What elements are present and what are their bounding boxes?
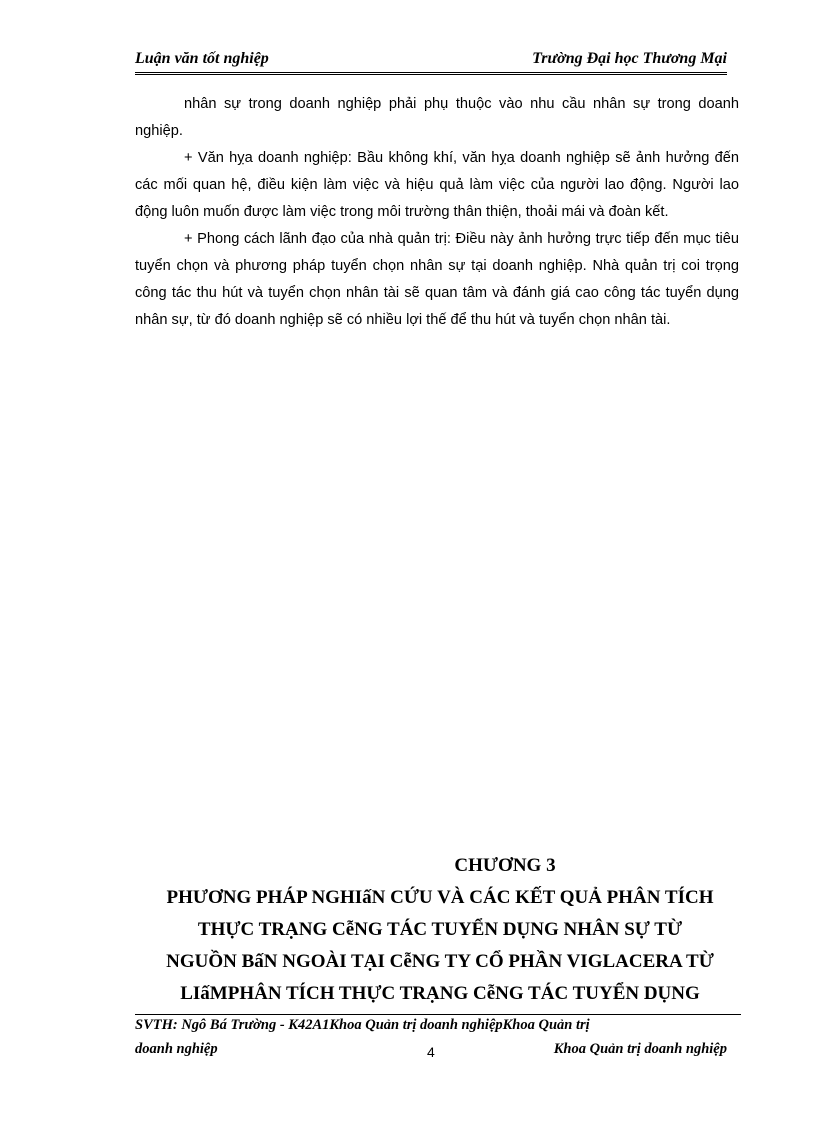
- page-footer: [135, 1017, 741, 1063]
- chapter-title-line-3: NGUỒN BấN NGOÀI TẠI CễNG TY CỔ PHẦN VIGLACERA TỪ: [166, 951, 714, 972]
- body-text: [135, 91, 739, 334]
- footer-line-2-right: Khoa Quản trị doanh nghiệp: [553, 1041, 727, 1057]
- chapter-number: CHƯƠNG 3: [454, 855, 556, 876]
- page-header: [135, 48, 727, 75]
- page-number: 4: [427, 1044, 435, 1060]
- footer-divider: [135, 1014, 741, 1015]
- chapter-title-line-1: PHƯƠNG PHÁP NGHIấN CỨU VÀ CÁC KẾT QUẢ PHÂN TÍCH: [166, 887, 714, 908]
- chapter-title-line-4: LIấMPHÂN TÍCH THỰC TRẠNG CễNG TÁC TUYỂN DỤNG: [180, 983, 700, 1004]
- header-right-text: Trường Đại học Thương Mại: [532, 50, 727, 67]
- chapter-title-line-2: THỰC TRẠNG CễNG TÁC TUYỂN DỤNG NHÂN SỰ TỪ: [197, 919, 683, 940]
- paragraph-1: nhân sự trong doanh nghiệp phải phụ thuộc vào nhu cầu nhân sự trong doanh nghiệp.: [135, 96, 739, 139]
- chapter-heading: [120, 850, 760, 1010]
- header-left-text: Luận văn tốt nghiệp: [135, 50, 269, 67]
- footer-line-2-left: doanh nghiệp: [135, 1041, 218, 1057]
- footer-line-1: SVTH: Ngô Bá Trường - K42A1Khoa Quản trị doanh nghiệpKhoa Quản trị: [135, 1017, 590, 1033]
- paragraph-3: + Phong cách lãnh đạo của nhà quản trị: Điều này ảnh hưởng trực tiếp đến mục tiêu tuyển chọn và phương pháp tuyển chọn nhân sự tại doanh nghiệp. Nhà quản trị coi trọng công tác thu hút và tuyển chọn nhân tài sẽ quan tâm và đánh giá cao công tác tuyển dụng nhân sự, từ đó doanh nghiệp sẽ có nhiều lợi thế để thu hút và tuyển chọn nhân tài.: [135, 231, 739, 328]
- paragraph-2: + Văn hỵa doanh nghiệp: Bầu không khí, văn hỵa doanh nghiệp sẽ ảnh hưởng đến các mối quan hệ, điều kiện làm việc và hiệu quả làm việc của người lao động. Người lao động luôn muốn được làm việc trong môi trường thân thiện, thoải mái và đoàn kết.: [135, 150, 739, 220]
